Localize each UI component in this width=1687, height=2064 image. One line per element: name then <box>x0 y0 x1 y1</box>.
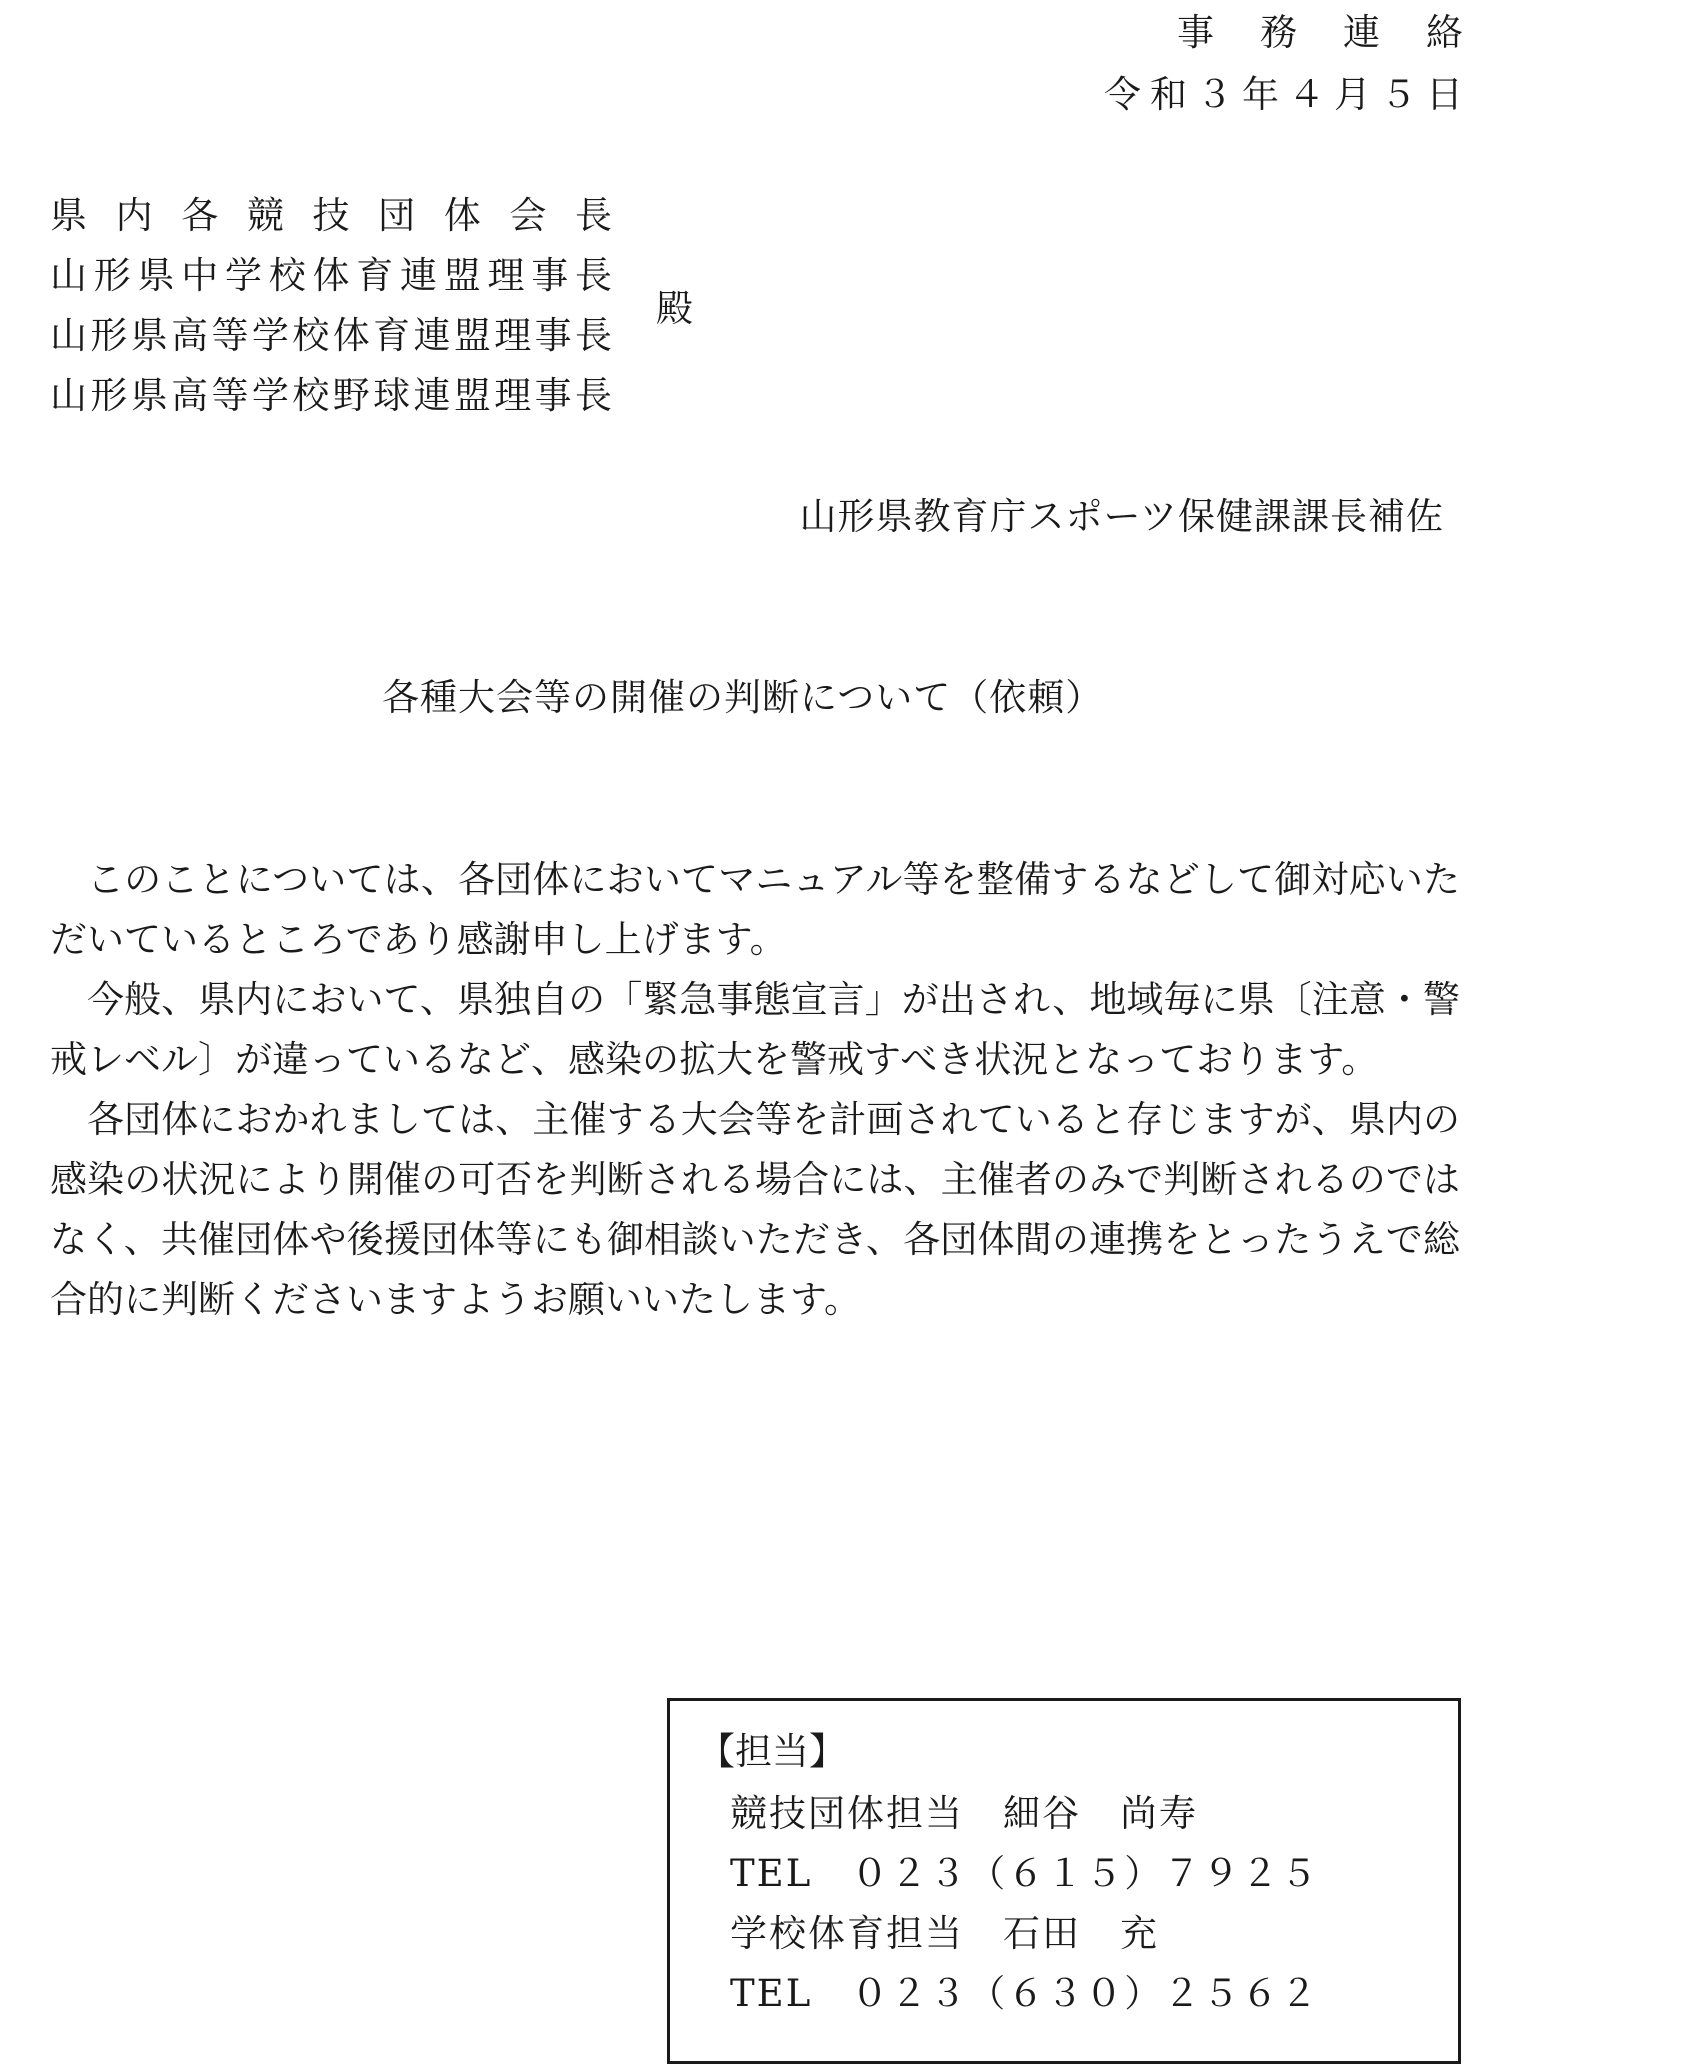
recipient-line: 山形県高等学校体育連盟理事長 <box>50 314 612 357</box>
document-type-label: 事務連絡 <box>1177 11 1509 54</box>
body-paragraph: 今般、県内において、県独自の「緊急事態宣言」が出され、地域毎に県〔注意・警戒レベル〕が違っているなど、感染の拡大を警戒すべき状況となっております。 <box>50 978 1460 1081</box>
document-date: 令和３年４月５日 <box>1104 73 1472 116</box>
honorific: 殿 <box>656 287 693 330</box>
document-subject: 各種大会等の開催の判断について（依頼） <box>382 676 1104 719</box>
recipient-line: 県内各競技団体会長 <box>50 194 612 237</box>
recipient-line: 山形県高等学校野球連盟理事長 <box>50 374 612 417</box>
recipient-list <box>50 186 612 426</box>
sender-name: 山形県教育庁スポーツ保健課課長補佐 <box>799 495 1444 538</box>
contact-person-school: 学校体育担当 石田 充 <box>730 1912 1159 1955</box>
contact-phone-school: TEL ０２３（６３０）２５６２ <box>730 1972 1320 2015</box>
document-body <box>50 850 1460 1330</box>
contact-box <box>667 1698 1461 2064</box>
contact-person-sports: 競技団体担当 細谷 尚寿 <box>730 1792 1198 1835</box>
body-paragraph: 各団体におかれましては、主催する大会等を計画されていると存じますが、県内の感染の状況により開催の可否を判断される場合には、主催者のみで判断されるのではなく、共催団体や後援団体等にも御相談いただき、各団体間の連携をとったうえで総合的に判断くださいますようお願いいたします。 <box>50 1098 1460 1321</box>
recipient-line: 山形県中学校体育連盟理事長 <box>50 254 612 297</box>
contact-title: 【担当】 <box>698 1730 846 1773</box>
contact-phone-sports: TEL ０２３（６１５）７９２５ <box>730 1852 1320 1895</box>
body-paragraph: このことについては、各団体においてマニュアル等を整備するなどして御対応いただいているところであり感謝申し上げます。 <box>50 858 1460 961</box>
